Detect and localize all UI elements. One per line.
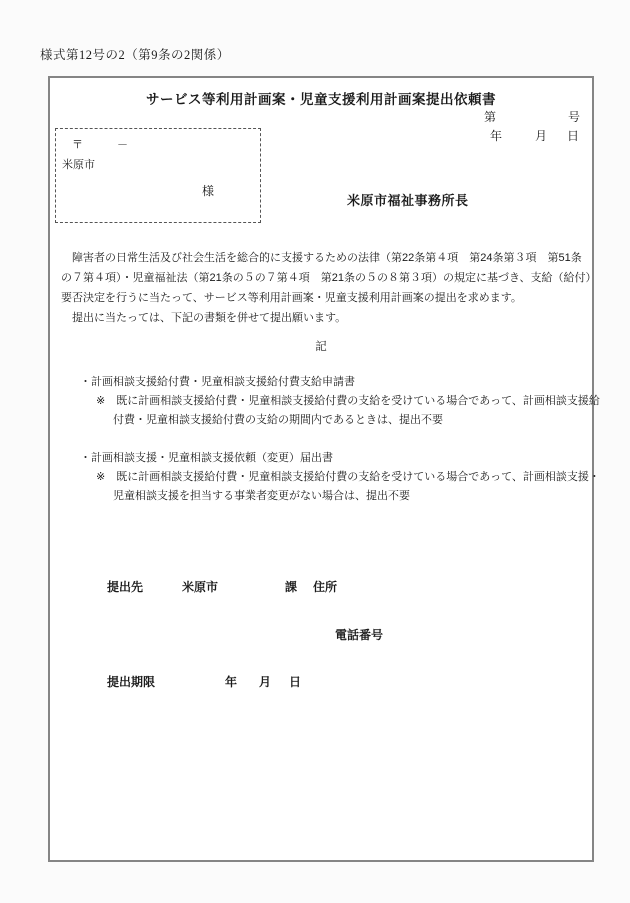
body-line: 要否決定を行うに当たって、サービス等利用計画案・児童支援利用計画案の提出を求めます。	[61, 292, 522, 304]
item-1-note-line: ※ 既に計画相談支援給付費・児童相談支援給付費の支給を受けている場合であって、計画相談支援給	[96, 395, 600, 407]
submit-to-city: 米原市	[182, 580, 219, 594]
deadline-label: 提出期限	[107, 675, 156, 689]
item-1-note-line: 付費・児童相談支援給付費の支給の期間内であるときは、提出不要	[113, 414, 443, 426]
phone-label: 電話番号	[335, 628, 384, 642]
item-2-title: ・計画相談支援・児童相談支援依頼（変更）届出書	[80, 452, 333, 464]
deadline-year-label: 年	[225, 675, 238, 689]
item-2-note-line: 児童相談支援を担当する事業者変更がない場合は、提出不要	[113, 490, 410, 502]
body-line: の７第４項）・児童福祉法（第21条の５の７第４項 第21条の５の８第３項）の規定に基づき、支給（給付）	[61, 272, 597, 284]
addressee-city: 米原市	[62, 159, 95, 171]
addressee-box	[55, 128, 261, 223]
body-line: 提出に当たっては、下記の書類を併せて提出願います。	[61, 312, 347, 324]
form-number-label: 様式第12号の2（第9条の2関係）	[40, 48, 230, 62]
doc-number-suffix: 号	[568, 110, 581, 124]
submit-to-label: 提出先	[107, 580, 144, 594]
body-line: 障害者の日常生活及び社会生活を総合的に支援するための法律（第22条第４項 第24条第３項 第51条	[61, 252, 582, 264]
addressee-honorific: 様	[202, 184, 215, 198]
item-2-note-line: ※ 既に計画相談支援給付費・児童相談支援給付費の支給を受けている場合であって、計画相談支援・	[96, 471, 600, 483]
date-month-label: 月	[535, 129, 548, 143]
sender-name: 米原市福祉事務所長	[347, 193, 469, 208]
postal-mark: 〒	[72, 139, 83, 151]
date-day-label: 日	[567, 129, 580, 143]
body-paragraph	[61, 248, 597, 328]
postal-dash: －	[117, 139, 128, 151]
deadline-month-label: 月	[259, 675, 272, 689]
doc-number-prefix: 第	[484, 110, 497, 124]
item-1-title: ・計画相談支援給付費・児童相談支援給付費支給申請書	[80, 376, 355, 388]
address-label: 住所	[313, 580, 338, 594]
deadline-day-label: 日	[289, 675, 302, 689]
date-year-label: 年	[490, 129, 503, 143]
document-title: サービス等利用計画案・児童支援利用計画案提出依頼書	[146, 92, 496, 107]
section-label: 課	[285, 580, 298, 594]
ki-heading: 記	[315, 341, 327, 353]
form-sheet	[48, 76, 600, 862]
